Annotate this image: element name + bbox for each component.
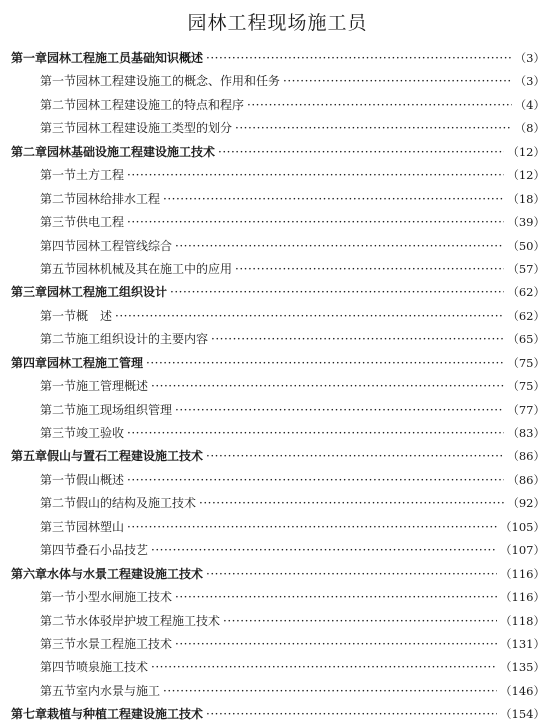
entry-page: （146） [500,683,545,698]
toc-section-entry[interactable] [0,164,555,187]
entry-number: 第三节 [40,215,77,230]
entry-number: 第二节 [40,402,77,417]
toc-section-entry[interactable] [0,422,555,445]
entry-title: 假山与置石工程建设施工技术 [47,449,204,464]
toc-section-entry[interactable] [0,399,555,422]
toc-section-entry[interactable] [0,492,555,515]
entry-title: 施工管理概述 [76,379,149,394]
toc-section-entry[interactable] [0,117,555,140]
entry-number: 第三章 [11,285,48,300]
toc-chapter-entry[interactable] [0,47,555,70]
entry-title: 施工组织设计的主要内容 [76,332,209,347]
entry-number: 第一节 [40,590,77,605]
entry-page: （12） [507,168,545,183]
dot-leader [175,235,504,258]
entry-title: 园林工程建设施工的特点和程序 [76,97,245,112]
entry-number: 第一节 [40,308,77,323]
toc-section-entry[interactable] [0,610,555,633]
entry-number: 第一章 [11,51,48,65]
entry-number: 第二节 [40,191,77,206]
dot-leader [151,539,497,562]
entry-title: 园林基础设施工程建设施工技术 [47,144,216,159]
entry-page: （92） [507,496,545,511]
dot-leader [115,305,504,328]
entry-number: 第四节 [40,543,77,558]
toc-section-entry[interactable] [0,539,555,562]
entry-page: （105） [500,519,545,534]
entry-page: （12） [507,144,545,159]
toc-section-entry[interactable] [0,516,555,539]
entry-number: 第四章 [11,355,48,370]
toc-section-entry[interactable] [0,235,555,258]
entry-page: （4） [514,97,545,112]
entry-page: （18） [507,191,545,206]
entry-title: 园林工程施工员基础知识概述 [47,51,204,65]
dot-leader [151,656,497,679]
toc-section-entry[interactable] [0,211,555,234]
dot-leader [127,469,504,492]
entry-page: （86） [507,449,545,464]
entry-title: 园林工程施工管理 [47,355,144,370]
entry-page: （39） [507,215,545,230]
dot-leader [127,422,504,445]
entry-title: 室内水景与施工 [76,683,161,698]
dot-leader [199,492,504,515]
entry-title: 栽植与种植工程建设施工技术 [47,707,204,722]
toc-chapter-entry[interactable] [0,445,555,468]
entry-page: （83） [507,426,545,440]
toc-section-entry[interactable] [0,305,555,328]
entry-title: 施工现场组织管理 [76,402,173,417]
entry-page: （62） [507,308,545,323]
entry-title: 竣工验收 [76,426,125,440]
entry-page: （3） [514,51,545,65]
entry-title: 土方工程 [76,168,125,183]
dot-leader [223,610,497,633]
dot-leader [151,375,504,398]
entry-page: （116） [500,590,545,605]
toc-section-entry[interactable] [0,328,555,351]
entry-page: （86） [507,472,545,487]
dot-leader [175,399,504,422]
entry-number: 第五节 [40,261,77,276]
entry-number: 第三节 [40,426,77,440]
dot-leader [206,563,497,586]
entry-title: 园林工程建设施工类型的划分 [76,121,233,136]
dot-leader [170,281,504,304]
entry-number: 第三节 [40,636,77,651]
dot-leader [127,516,497,539]
entry-title: 园林工程施工组织设计 [47,285,168,300]
dot-leader [163,188,504,211]
entry-number: 第六章 [11,566,48,581]
entry-title: 喷泉施工技术 [76,660,149,675]
entry-number: 第七章 [11,707,48,722]
dot-leader [218,141,504,164]
toc-chapter-entry[interactable] [0,352,555,375]
entry-page: （75） [507,355,545,370]
toc-section-entry[interactable] [0,656,555,679]
toc-section-entry[interactable] [0,188,555,211]
dot-leader [127,164,504,187]
toc-chapter-entry[interactable] [0,703,555,726]
entry-page: （3） [514,74,545,89]
dot-leader [175,633,497,656]
toc-section-entry[interactable] [0,258,555,281]
entry-page: （116） [500,566,545,581]
dot-leader [127,211,504,234]
dot-leader [146,352,504,375]
entry-title: 园林给排水工程 [76,191,161,206]
entry-number: 第二章 [11,144,48,159]
entry-title: 园林机械及其在施工中的应用 [76,261,233,276]
entry-number: 第一节 [40,472,77,487]
entry-number: 第二节 [40,496,77,511]
dot-leader [247,94,512,117]
dot-leader [206,703,497,726]
toc-section-entry[interactable] [0,586,555,609]
entry-title: 水体与水景工程建设施工技术 [47,566,204,581]
entry-number: 第五节 [40,683,77,698]
entry-page: （107） [500,543,545,558]
toc-section-entry[interactable] [0,375,555,398]
toc-section-entry[interactable] [0,469,555,492]
dot-leader [175,586,497,609]
entry-title: 概 述 [76,308,113,323]
entry-title: 叠石小品技艺 [76,543,149,558]
dot-leader [235,117,512,140]
entry-number: 第一节 [40,379,77,394]
entry-title: 假山的结构及施工技术 [76,496,197,511]
entry-number: 第四节 [40,660,77,675]
dot-leader [235,258,504,281]
entry-page: （50） [507,238,545,253]
entry-title: 小型水闸施工技术 [76,590,173,605]
entry-page: （154） [500,707,545,722]
entry-page: （75） [507,379,545,394]
entry-number: 第三节 [40,121,77,136]
toc-section-entry[interactable] [0,94,555,117]
entry-number: 第四节 [40,238,77,253]
entry-title: 园林工程建设施工的概念、作用和任务 [76,74,281,89]
entry-title: 供电工程 [76,215,125,230]
entry-title: 水体驳岸护坡工程施工技术 [76,613,221,628]
table-of-contents [0,47,555,727]
entry-page: （57） [507,261,545,276]
dot-leader [206,445,504,468]
entry-page: （135） [500,660,545,675]
entry-number: 第五章 [11,449,48,464]
page-title: 园林工程现场施工员 [187,12,368,34]
entry-title: 假山概述 [76,472,125,487]
entry-page: （8） [514,121,545,136]
entry-number: 第三节 [40,519,77,534]
entry-page: （77） [507,402,545,417]
entry-page: （65） [507,332,545,347]
dot-leader [283,70,512,93]
entry-number: 第二节 [40,613,77,628]
entry-number: 第一节 [40,168,77,183]
entry-page: （118） [500,613,545,628]
entry-number: 第一节 [40,74,77,89]
dot-leader [211,328,504,351]
entry-number: 第二节 [40,97,77,112]
toc-chapter-entry[interactable] [0,141,555,164]
entry-title: 园林塑山 [76,519,125,534]
toc-chapter-entry[interactable] [0,281,555,304]
entry-page: （62） [507,285,545,300]
entry-title: 园林工程管线综合 [76,238,173,253]
entry-page: （131） [500,636,545,651]
dot-leader [206,47,512,70]
entry-number: 第二节 [40,332,77,347]
entry-title: 水景工程施工技术 [76,636,173,651]
toc-section-entry[interactable] [0,633,555,656]
toc-section-entry[interactable] [0,70,555,93]
toc-chapter-entry[interactable] [0,563,555,586]
